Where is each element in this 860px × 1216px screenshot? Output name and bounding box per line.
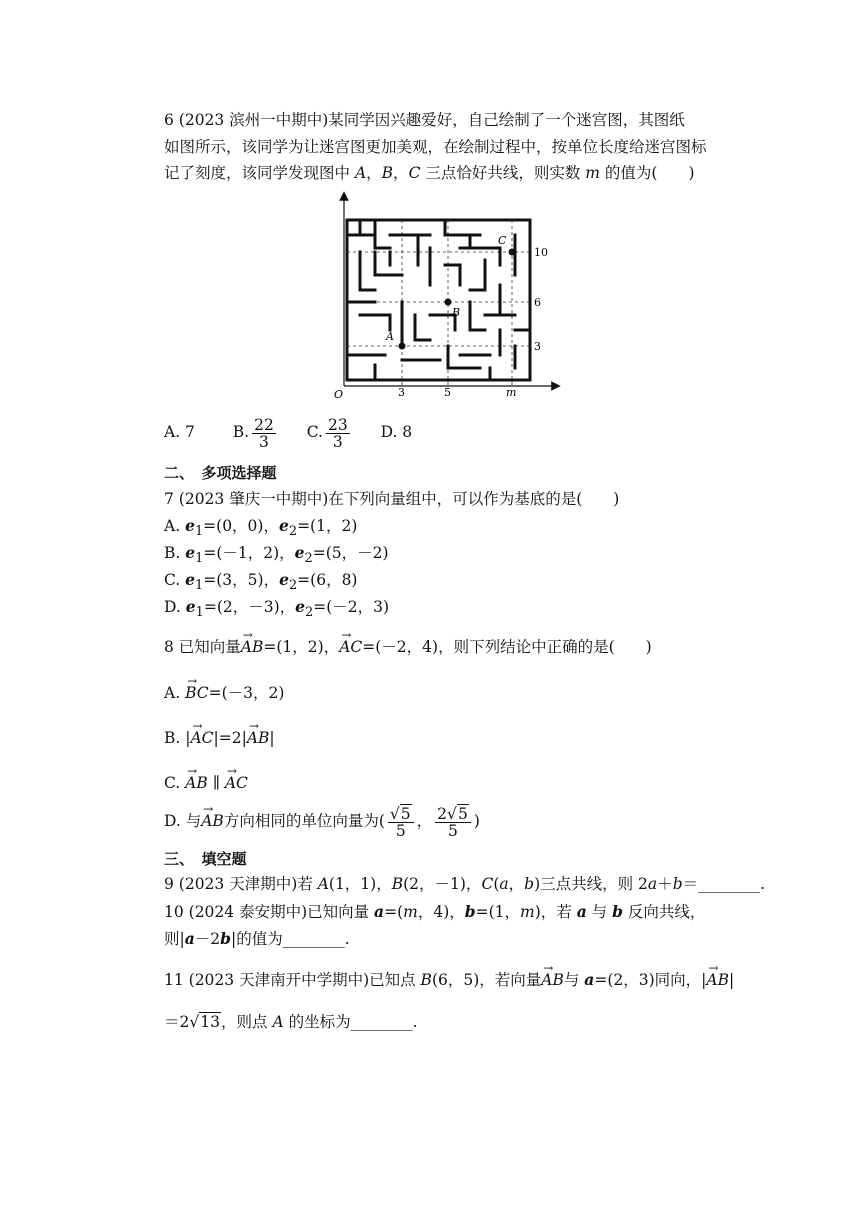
- q7-stem: 7 (2023 肇庆一中期中)在下列向量组中，可以作为基底的是( ): [164, 490, 620, 508]
- q6-option-a: A. 7: [164, 423, 195, 441]
- y-tick-6: 6: [534, 296, 541, 309]
- point-b: [445, 299, 452, 306]
- label-b: B: [452, 306, 461, 319]
- maze-figure: [330, 190, 570, 405]
- q10-line-1: 10 (2024 泰安期中)已知向量 a=(m，4)，b=(1，m)，若 a 与 b 反向共线，: [164, 902, 706, 921]
- q8-option-c: C. → AB ∥ → AC: [164, 773, 248, 793]
- q6-line-3: 记了刻度，该同学发现图中 A，B，C 三点恰好共线，则实数 m 的值为( ): [164, 164, 695, 182]
- q8-option-a: A. → BC=(－3，2): [164, 683, 284, 703]
- q6-options: [164, 416, 412, 450]
- q7-option-c: C. $e_1=(3$，5)，$e_2=(6$，8): [164, 570, 358, 594]
- q6-line-2: 如图所示，该同学为让迷宫图更加美观，在绘制过程中，按单位长度给迷宫图标: [164, 138, 707, 156]
- q8-option-b: B. |→ AC|=2|→ AB|: [164, 728, 275, 748]
- q11-line-1: 11 (2023 天津南开中学期中)已知点 B(6，5)，若向量→ AB与 a=(2，3)同向，|→ AB|: [164, 970, 734, 990]
- q7-option-d: D. $e_1=(2$，－3)，$e_2=(-2$，3): [164, 597, 390, 621]
- point-c: [509, 249, 516, 256]
- section-3-heading: 三、 填空题: [164, 850, 247, 868]
- q10-line-2: 则|a－2b|的值为________.: [164, 929, 350, 948]
- q11-line-2: ＝2√13，则点 A 的坐标为________.: [164, 1013, 418, 1031]
- q7-option-a: A. $e_1=(0$，0)，$e_2=(1$，2): [164, 516, 358, 540]
- label-origin: O: [334, 388, 344, 401]
- y-tick-10: 10: [534, 246, 548, 259]
- x-tick-3: 3: [398, 386, 405, 399]
- q6-line-1: 6 (2023 滨州一中期中)某同学因兴趣爱好，自己绘制了一个迷宫图，其图纸: [164, 111, 685, 129]
- y-tick-3: 3: [534, 340, 541, 353]
- point-a: [399, 343, 406, 350]
- q8-option-d: D. 与→ AB方向相同的单位向量为( $\frac{√5}{5}$ ， $\frac{2√5}{5}$ ): [164, 804, 480, 839]
- q6-option-b: B. $\frac{22}{3}$: [232, 415, 274, 451]
- q6-option-d: D. 8: [380, 423, 413, 441]
- x-tick-5: 5: [444, 386, 451, 399]
- q7-option-b: B. $e_1=(-1$，2)，$e_2=(5$，－2): [164, 543, 389, 567]
- q8-stem: 8 已知向量→ AB=(1，2)，→ AC=(－2，4)，则下列结论中正确的是( ): [164, 637, 652, 657]
- section-2-heading: 二、 多项选择题: [164, 464, 277, 482]
- label-c: C: [498, 234, 507, 247]
- q9-text: 9 (2023 天津期中)若 A(1，1)，B(2，－1)，C(a，b)三点共线，则 2a＋b＝________.: [164, 875, 766, 893]
- label-a: A: [386, 330, 394, 343]
- q6-option-c: C. $\frac{23}{3}$: [306, 415, 348, 451]
- x-tick-m: m: [506, 386, 517, 399]
